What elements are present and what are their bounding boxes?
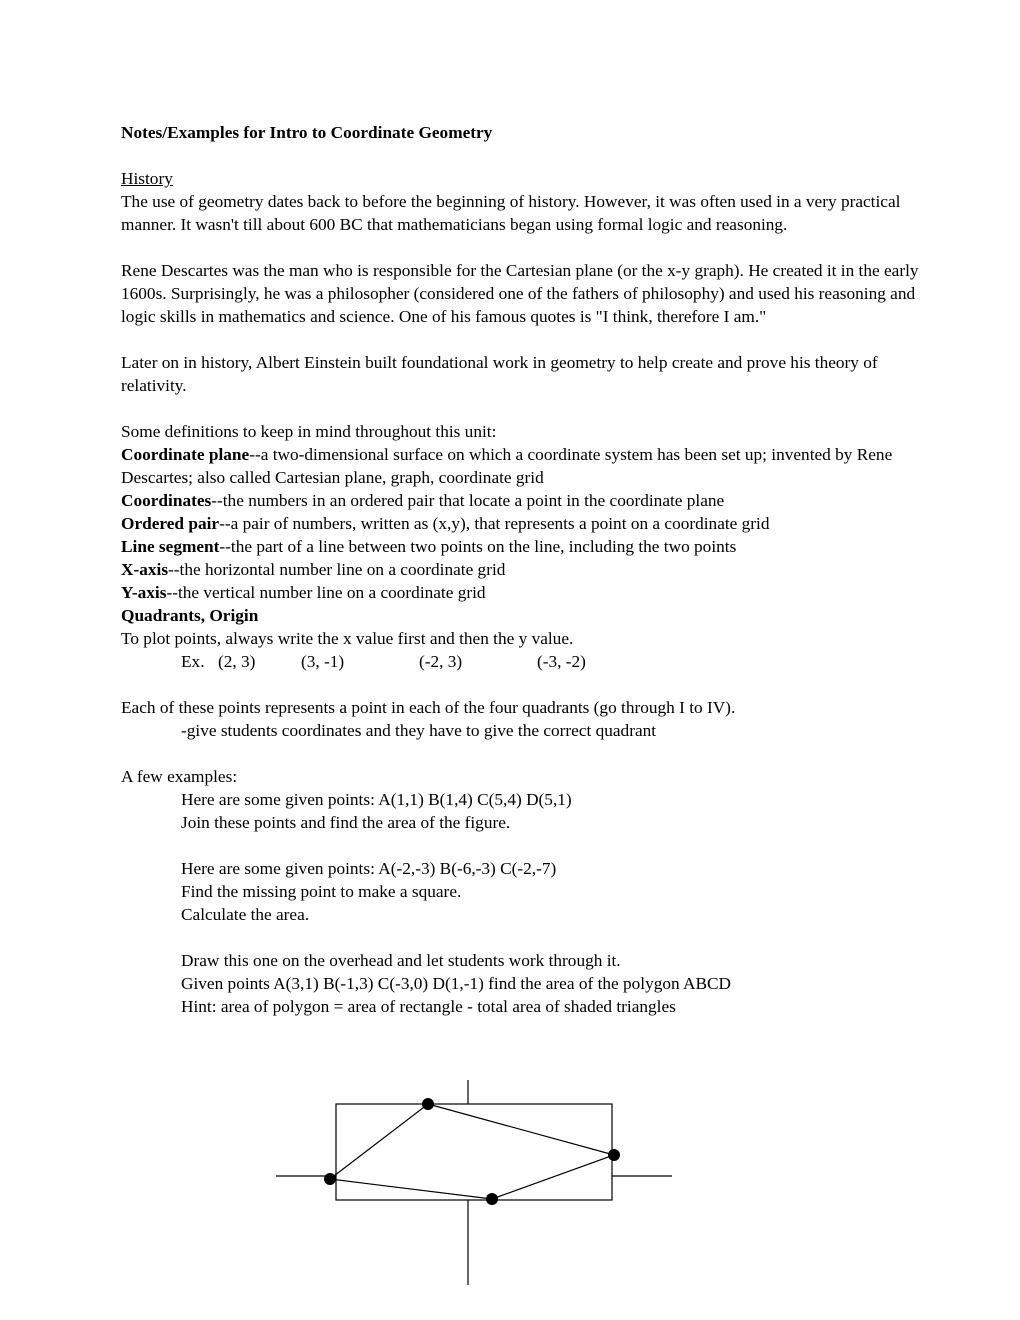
- bounding-rectangle: [336, 1104, 612, 1200]
- polygon-figure: [270, 1075, 680, 1290]
- definition-term: Line segment: [121, 537, 220, 556]
- example-2-line: Here are some given points: A(-2,-3) B(-6,-3) C(-2,-7): [181, 859, 557, 878]
- example-3-line: Draw this one on the overhead and let students work through it.: [181, 951, 621, 970]
- example-1-line: Join these points and find the area of the figure.: [181, 813, 511, 832]
- point-a: [608, 1149, 620, 1161]
- definition-text: --the part of a line between two points on the line, including the two points: [219, 537, 737, 556]
- point-b: [422, 1098, 434, 1110]
- example-point: (3, -1): [301, 652, 345, 671]
- history-paragraph-3: Later on in history, Albert Einstein built foundational work in geometry to help create and prove his theory of relativity.: [121, 353, 878, 395]
- definition-term: X-axis: [121, 560, 169, 579]
- history-heading: History: [121, 169, 173, 188]
- example-point: (-3, -2): [537, 652, 586, 671]
- definitions-intro: Some definitions to keep in mind throughout this unit:: [121, 422, 497, 441]
- examples-heading: A few examples:: [121, 767, 238, 786]
- page-title: Notes/Examples for Intro to Coordinate Geometry: [121, 123, 493, 142]
- quadrants-line: Each of these points represents a point in each of the four quadrants (go through I to IV).: [121, 698, 736, 717]
- definition-item: [121, 512, 921, 535]
- point-d: [486, 1193, 498, 1205]
- definition-text: --a pair of numbers, written as (x,y), that represents a point on a coordinate grid: [219, 514, 770, 533]
- definition-item: [121, 489, 921, 512]
- example-label: Ex.: [181, 652, 205, 671]
- history-paragraph-1: The use of geometry dates back to before the beginning of history. However, it was often used in a very practical manner. It wasn't till about 600 BC that mathematicians began using formal logic and reasoning.: [121, 192, 901, 234]
- point-c: [324, 1173, 336, 1185]
- definition-text: --the vertical number line on a coordinate grid: [166, 583, 486, 602]
- definition-item: [121, 558, 921, 581]
- definition-term: Quadrants, Origin: [121, 606, 259, 625]
- definition-item: [121, 604, 921, 627]
- definition-item: [121, 535, 921, 558]
- history-paragraph-2: Rene Descartes was the man who is responsible for the Cartesian plane (or the x-y graph). He created it in the early 1600s. Surprisingly, he was a philosopher (considered one of the fathers of philosophy) and used his reasoning and logic skills in mathematics and science. One of his famous quotes is "I think, therefore I am.": [121, 261, 919, 326]
- example-2-line: Find the missing point to make a square.: [181, 882, 462, 901]
- example-3-line: Given points A(3,1) B(-1,3) C(-3,0) D(1,-1) find the area of the polygon ABCD: [181, 974, 732, 993]
- definition-term: Coordinates: [121, 491, 212, 510]
- example-point: (2, 3): [218, 652, 256, 671]
- definition-item: [121, 581, 921, 604]
- example-3-line: Hint: area of polygon = area of rectangle - total area of shaded triangles: [181, 997, 676, 1016]
- definition-term: Y-axis: [121, 583, 167, 602]
- definition-text: --a two-dimensional surface on which a coordinate system has been set up; invented by Rene Descartes; also called Cartesian plane, graph, coordinate grid: [121, 445, 893, 487]
- document-page: [121, 121, 921, 1018]
- example-2-line: Calculate the area.: [181, 905, 310, 924]
- quadrants-instruction: -give students coordinates and they have to give the correct quadrant: [181, 721, 657, 740]
- definition-text: --the horizontal number line on a coordinate grid: [168, 560, 506, 579]
- example-points-line: [121, 650, 921, 673]
- example-1-line: Here are some given points: A(1,1) B(1,4) C(5,4) D(5,1): [181, 790, 572, 809]
- definition-text: --the numbers in an ordered pair that locate a point in the coordinate plane: [211, 491, 725, 510]
- definition-term: Ordered pair: [121, 514, 220, 533]
- definition-item: [121, 443, 921, 489]
- example-point: (-2, 3): [419, 652, 463, 671]
- plot-rule: To plot points, always write the x value first and then the y value.: [121, 629, 574, 648]
- definition-term: Coordinate plane: [121, 445, 250, 464]
